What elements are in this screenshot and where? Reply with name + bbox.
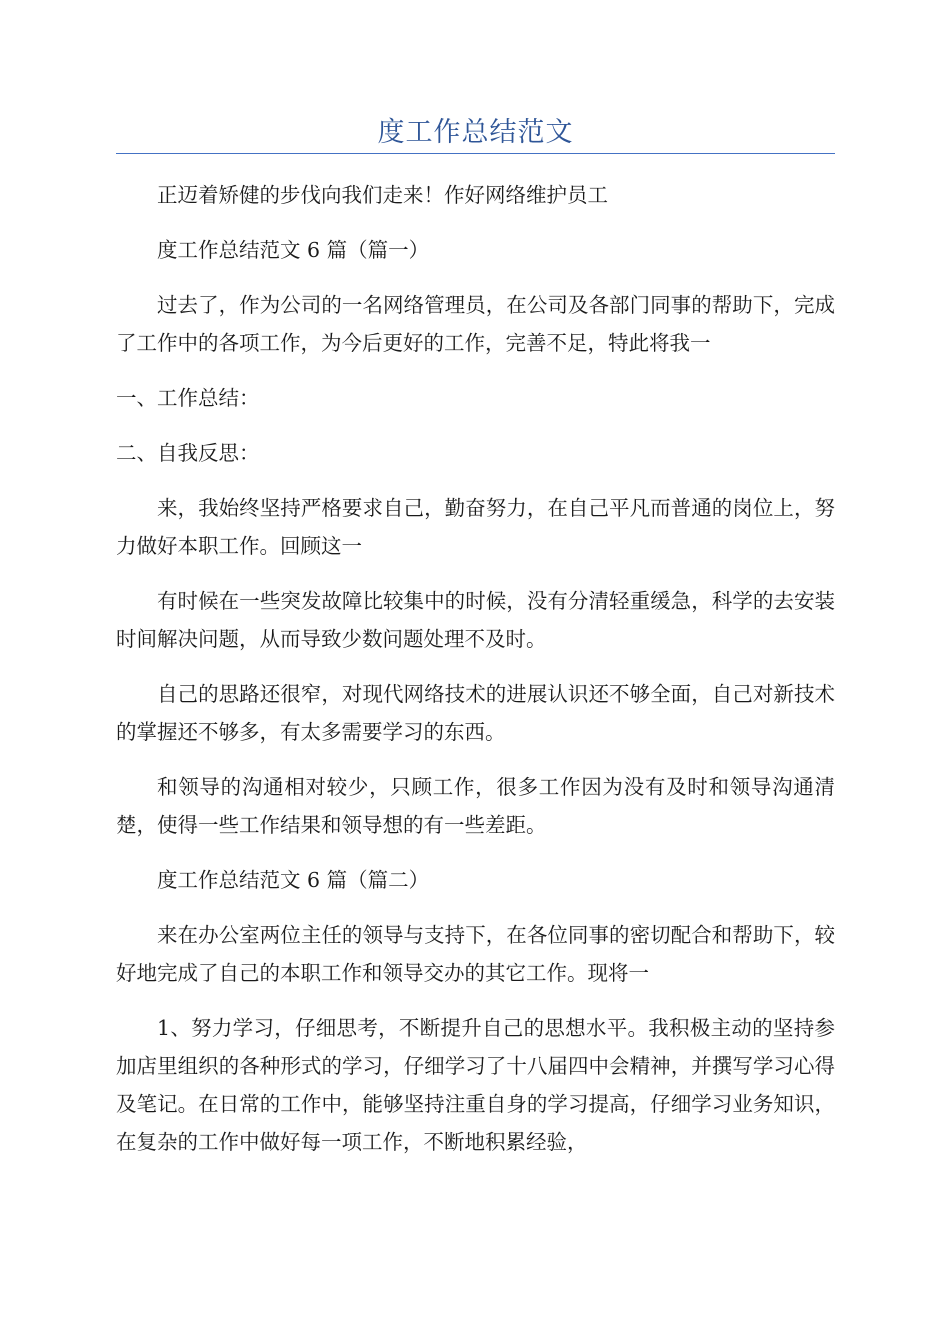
paragraph: 正迈着矫健的步伐向我们走来！作好网络维护员工: [157, 183, 608, 207]
paragraph: 自己的思路还很窄，对现代网络技术的进展认识还不够全面，自己对新技术的掌握还不够多，有太多需要学习的东西。: [116, 682, 835, 744]
paragraph: 来，我始终坚持严格要求自己，勤奋努力，在自己平凡而普通的岗位上，努力做好本职工作。回顾这一: [116, 496, 835, 558]
paragraph: 1、努力学习，仔细思考，不断提升自己的思想水平。我积极主动的坚持参加店里组织的各种形式的学习，仔细学习了十八届四中会精神，并撰写学习心得及笔记。在日常的工作中，能够坚持注重自身的学习提高，仔细学习业务知识，在复杂的工作中做好每一项工作，不断地积累经验，: [116, 1016, 835, 1154]
document-body: [116, 154, 835, 1161]
paragraph: 来在办公室两位主任的领导与支持下，在各位同事的密切配合和帮助下，较好地完成了自己的本职工作和领导交办的其它工作。现将一: [116, 923, 835, 985]
document-title: 度工作总结范文: [377, 117, 574, 148]
subheading: 二、自我反思：: [116, 441, 260, 465]
paragraph: 有时候在一些突发故障比较集中的时候，没有分清轻重缓急，科学的去安装时间解决问题，从而导致少数问题处理不及时。: [116, 589, 835, 651]
document-page: [116, 0, 835, 1178]
subheading: 一、工作总结：: [116, 386, 260, 410]
paragraph: 过去了，作为公司的一名网络管理员，在公司及各部门同事的帮助下，完成了工作中的各项工作，为今后更好的工作，完善不足，特此将我一: [116, 293, 835, 355]
paragraph: 和领导的沟通相对较少，只顾工作，很多工作因为没有及时和领导沟通清楚，使得一些工作结果和领导想的有一些差距。: [116, 775, 835, 837]
section-heading: 度工作总结范文 6 篇（篇二）: [157, 868, 430, 892]
section-heading: 度工作总结范文 6 篇（篇一）: [157, 238, 430, 262]
